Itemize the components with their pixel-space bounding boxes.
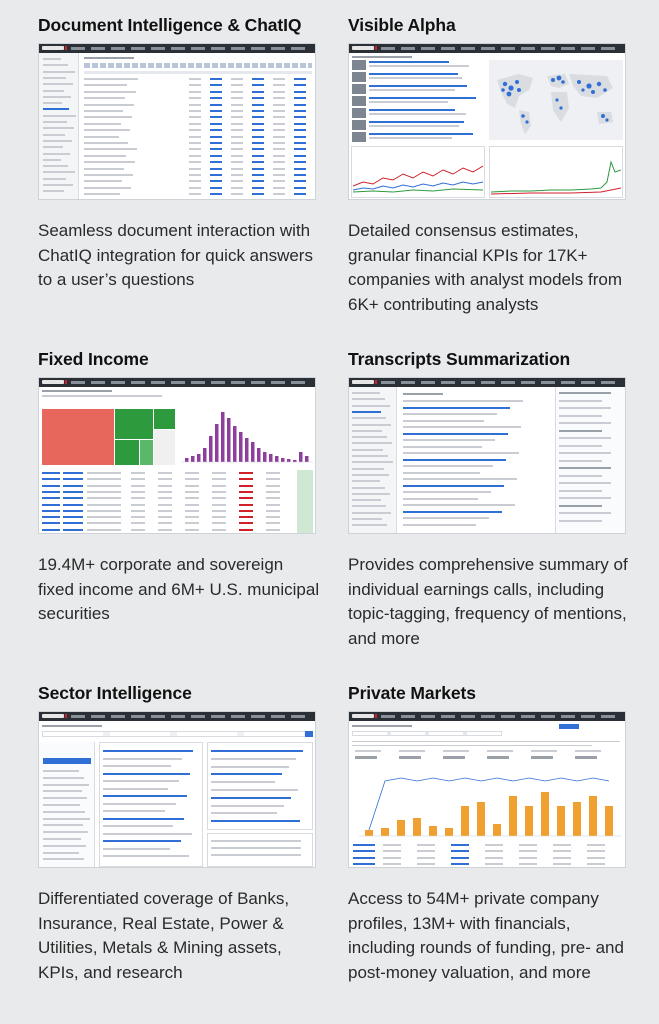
card-transcripts-summarization (348, 348, 628, 648)
line-chart-left (353, 152, 483, 196)
card-description: Access to 54M+ private company profiles, 13M+ with financials, including rounds of funding, pre- and post-money valuation, and more (348, 889, 624, 982)
logo-icon (352, 714, 374, 718)
screenshot-fixed-income (38, 377, 316, 534)
card-title: Transcripts Summarization (348, 349, 571, 369)
screenshot-sector-intelligence (38, 711, 316, 868)
card-title: Fixed Income (38, 349, 149, 369)
card-private-markets (348, 682, 626, 982)
logo-icon (42, 714, 64, 718)
screenshot-document-intelligence (38, 43, 316, 200)
bar-chart-purple (181, 412, 313, 466)
world-map (489, 66, 623, 138)
card-description: Provides comprehensive summary of individual earnings calls, including topic-tagging, frequency of mentions, and more (348, 555, 628, 648)
card-description: 19.4M+ corporate and sovereign fixed income and 6M+ U.S. municipal securities (38, 555, 320, 623)
bar-line-chart (359, 770, 621, 838)
line-chart-right (491, 152, 621, 196)
card-description: Differentiated coverage of Banks, Insurance, Real Estate, Power & Utilities, Metals & Mining assets, KPIs, and research (38, 889, 290, 982)
logo-icon (352, 46, 374, 50)
logo-icon (42, 380, 64, 384)
card-fixed-income (38, 348, 320, 623)
treemap (42, 409, 175, 465)
logo-icon (42, 46, 64, 50)
card-document-intelligence (38, 14, 316, 289)
screenshot-private-markets (348, 711, 626, 868)
card-title: Document Intelligence & ChatIQ (38, 15, 302, 35)
card-title: Private Markets (348, 683, 476, 703)
screenshot-visible-alpha (348, 43, 626, 200)
card-description: Seamless document interaction with ChatIQ integration for quick answers to a user’s questions (38, 221, 313, 289)
card-title: Visible Alpha (348, 15, 456, 35)
logo-icon (352, 380, 374, 384)
card-description: Detailed consensus estimates, granular financial KPIs for 17K+ companies with analyst models from 6K+ contributing analysts (348, 221, 623, 314)
card-title: Sector Intelligence (38, 683, 192, 703)
card-sector-intelligence (38, 682, 316, 982)
card-visible-alpha (348, 14, 626, 314)
screenshot-transcripts (348, 377, 626, 534)
